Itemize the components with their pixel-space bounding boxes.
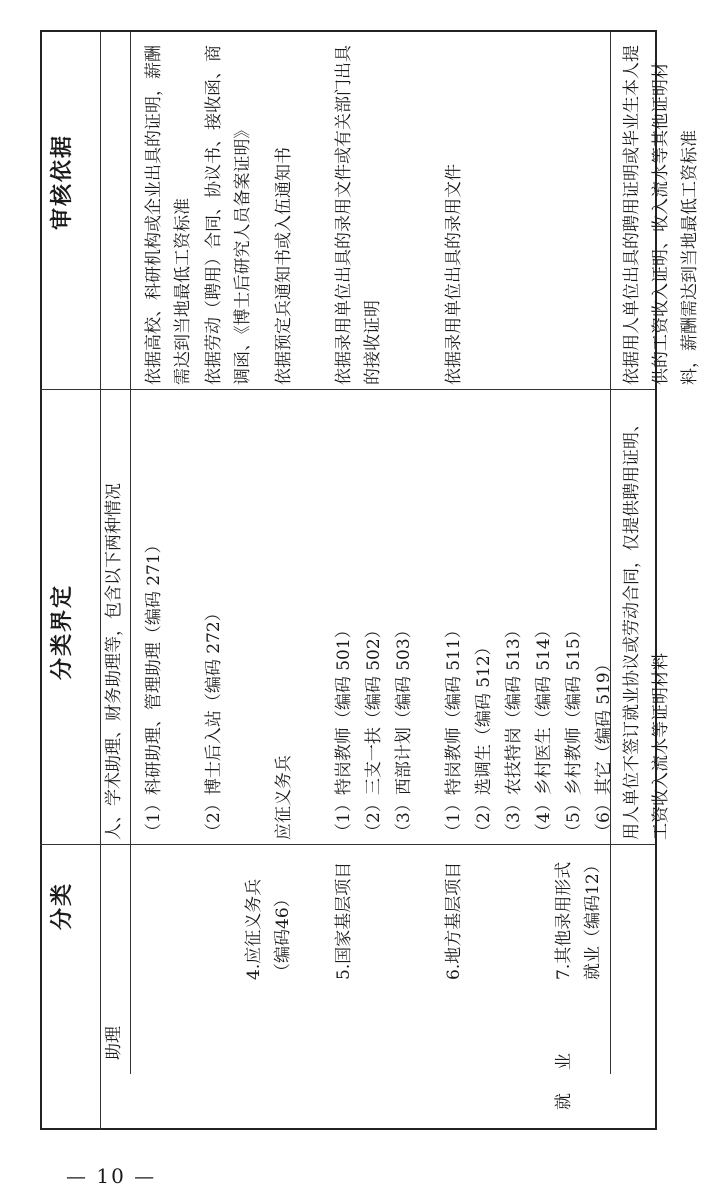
header-definition: 分类界定 <box>50 583 75 680</box>
category-item6: 6.地方基层项目 <box>444 861 464 980</box>
category-item5: 5.国家基层项目 <box>334 861 354 980</box>
category-item4: 4.应征义务兵（编码46） <box>244 878 293 980</box>
row-sep <box>610 32 611 1074</box>
page-number: — 10 — <box>66 1164 157 1188</box>
basis-7: 依据用人单位出具的聘用证明或毕业生本人提供的工资收入证明、收入流水等其他证明材料，薪酬需达到当地最低工资标准 <box>622 45 700 385</box>
def-511: （1）特岗教师（编码 511） <box>444 621 464 840</box>
def-272: （2）博士后入站（编码 272） <box>204 604 224 840</box>
header-category: 分类 <box>50 881 75 930</box>
def-512: （2）选调生（编码 512） <box>474 638 494 840</box>
def-assistant-intro: 人、学术助理、财务助理等，包含以下两种情况 <box>104 483 124 840</box>
basis-272: 依据劳动（聘用）合同、协议书、接收函、商调函、《博士后研究人员备案证明》 <box>204 45 253 385</box>
category-item7: 7.其他录用形式就业（编码12） <box>554 856 603 980</box>
col-divider-1 <box>40 844 655 845</box>
def-502: （2）三支一扶（编码 502） <box>364 621 384 840</box>
basis-6: 依据录用单位出具的录用文件 <box>444 164 464 385</box>
header-basis: 审核依据 <box>50 133 75 230</box>
def-503: （3）西部计划（编码 503） <box>394 621 414 840</box>
rotated-table <box>40 32 700 1130</box>
col-divider-2 <box>40 389 655 390</box>
category-assistant: 助理 <box>104 1026 124 1060</box>
basis-271: 依据高校、科研机构或企业出具的证明，薪酬需达到当地最低工资标准 <box>144 45 193 385</box>
def-501: （1）特岗教师（编码 501） <box>334 621 354 840</box>
def-271: （1）科研助理、管理助理（编码 271） <box>144 536 164 840</box>
def-46: 应征义务兵 <box>274 755 294 840</box>
def-519: （6）其它（编码 519） <box>594 655 614 840</box>
def-7: 用人单位不签订就业协议或劳动合同，仅提供聘用证明、工资收入流水等证明材料 <box>622 415 671 840</box>
basis-5: 依据录用单位出具的录用文件或有关部门出具的接收证明 <box>334 45 383 385</box>
rule-sub <box>130 32 131 1074</box>
def-515: （5）乡村教师（编码 515） <box>564 621 584 840</box>
def-513: （3）农技特岗（编码 513） <box>504 621 524 840</box>
def-514: （4）乡村医生（编码 514） <box>534 621 554 840</box>
basis-46: 依据预定兵通知书或入伍通知书 <box>274 147 294 385</box>
category-top: 就 业 <box>554 1050 574 1110</box>
